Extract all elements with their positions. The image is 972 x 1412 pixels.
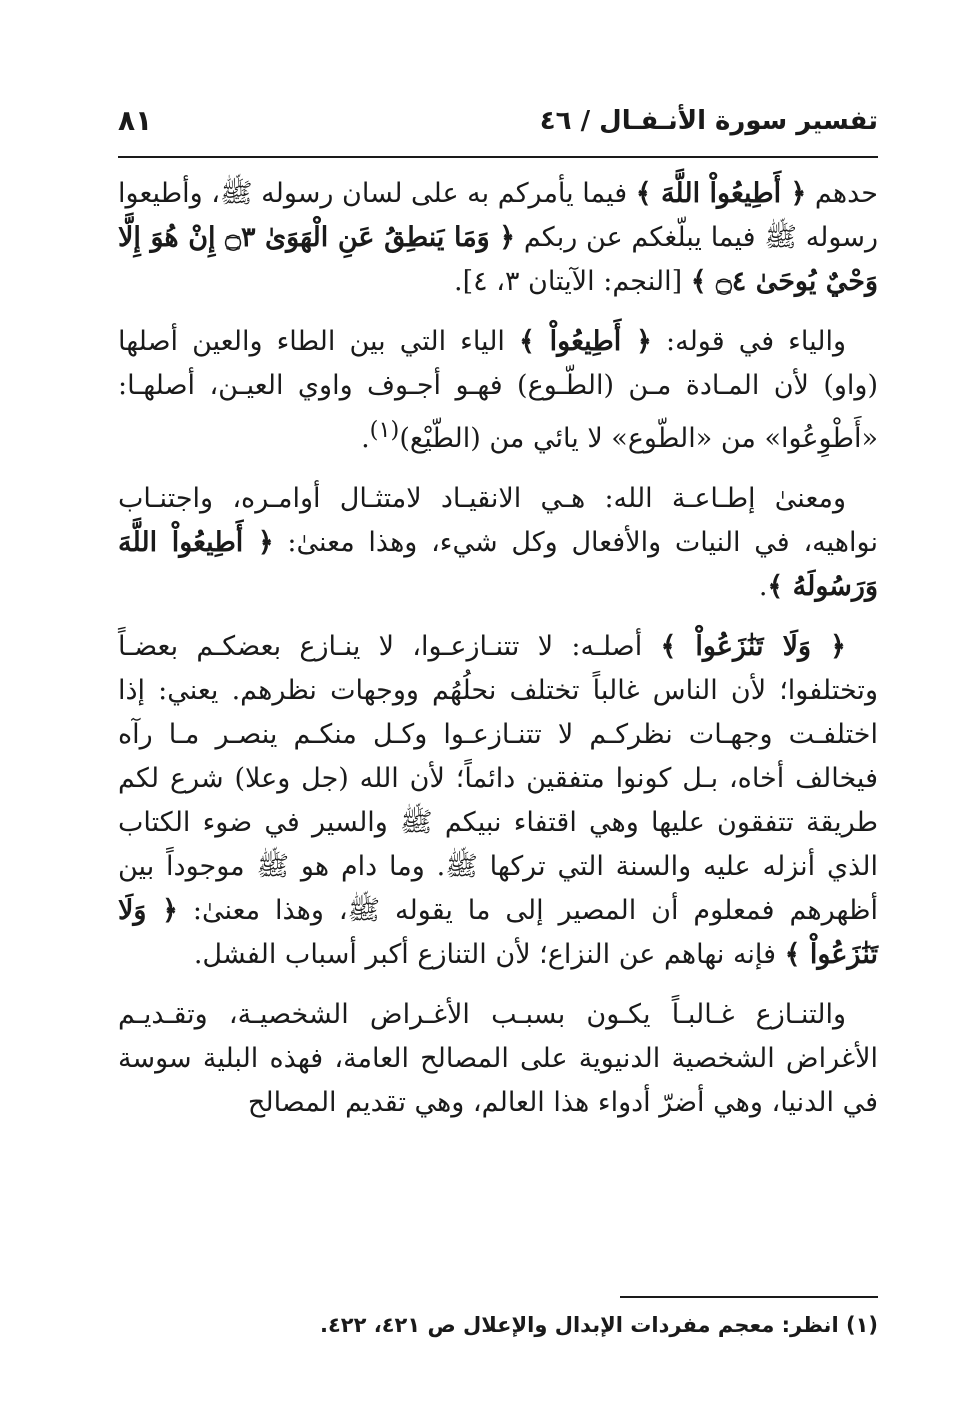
text: ومعنىٰ إطـاعـة الله: هـي الانقيـاد لامتثـال أوامـره، واجتنـاب نواهيه، في النيات والأفعال وكل شيء، وهذا معنىٰ: bbox=[118, 483, 878, 558]
paragraph-3 bbox=[118, 477, 878, 609]
quran-quote: ﴿ أَطِيعُواْ اللَّهَ وَرَسُولَهُ ﴾ bbox=[118, 527, 878, 602]
citation: [النجم: الآيتان ٣، ٤]. bbox=[454, 266, 691, 297]
body-text bbox=[118, 172, 878, 1141]
page-header bbox=[118, 98, 878, 148]
quran-quote: ﴿ وَلَا تَنَٰزَعُواْ ﴾ bbox=[118, 895, 878, 970]
text: فيما يأمركم به على لسان رسوله ﷺ، وأطيعوا رسوله ﷺ فيما يبلّغكم عن ربكم bbox=[118, 178, 879, 253]
quran-quote: ﴿ وَمَا يَنطِقُ عَنِ الْهَوَىٰ ۝٣ إِنْ هُوَ إِلَّا وَحْيٌ يُوحَىٰ ۝٤ ﴾ bbox=[118, 222, 878, 297]
running-title: تفسير سورة الأنـفـال / ٤٦ bbox=[539, 106, 878, 136]
header-divider bbox=[118, 156, 878, 158]
text: . bbox=[758, 571, 768, 602]
text: أصلـه: لا تتنـازعـوا، لا ينـازع بعضكـم بعضـاً وتختلفوا؛ لأن الناس غالباً تختلف نحلُهُم ووجهات نظرهم. يعني: إذا اختلفـت وجهـات نظركـم لا تتنـازعـوا وكـل منكـم ينصـر مـا رآه فيخالف أخاه، بـل كونوا متفقين دائماً؛ لأن الله (جل وعلا) شرع لكم طريقة تتفقون عليها وهي اقتفاء نبيكم ﷺ والسير في ضوء الكتاب الذي أنزله عليه والسنة التي تركها ﷺ. وما دام هو ﷺ موجوداً بين أظهرهم فمعلوم أن المصير إلى ما يقوله ﷺ، وهذا معنىٰ: bbox=[118, 631, 879, 926]
text: . bbox=[361, 423, 370, 454]
text: والياء في قوله: bbox=[651, 326, 846, 357]
text: والتنـازع غـالبـاً يكـون بسبـب الأغـراض الشخصيـة، وتقـديـم الأغراض الشخصية الدنيوية على المصالح العامة، فهذه البلية سوسة في الدنيا، وهي أضرّ أدواء هذا العالم، وهي تقديم المصالح bbox=[118, 999, 878, 1118]
paragraph-2 bbox=[118, 320, 878, 461]
paragraph-1 bbox=[118, 172, 878, 304]
text: فإنه نهاهم عن النزاع؛ لأن التنازع أكبر أسباب الفشل. bbox=[193, 939, 785, 970]
footnote-divider bbox=[620, 1296, 878, 1298]
footnote-marker: (١) bbox=[369, 417, 400, 443]
footnote bbox=[118, 1308, 878, 1342]
paragraph-4 bbox=[118, 625, 878, 977]
footnote-text: (١) انظر: معجم مفردات الإبدال والإعلال ص ٤٢١، ٤٢٢. bbox=[319, 1313, 878, 1337]
quran-quote: ﴿ أَطِيعُواْ ﴾ bbox=[518, 326, 652, 357]
text: حدهم bbox=[806, 178, 878, 209]
paragraph-5 bbox=[118, 993, 878, 1125]
text: الياء التي بين الطاء والعين أصلها (واو) لأن المـادة مـن (الطّـوع) فهـو أجـوف واوي العيـن، أصلهـا: «أَطْوِعُوا» من «الطّوع» لا يائي من (الطّيْع) bbox=[118, 326, 878, 454]
page-number: ٨١ bbox=[118, 104, 153, 137]
quran-quote: ﴿ أَطِيعُواْ اللَّهَ ﴾ bbox=[635, 178, 807, 209]
quran-quote: ﴿ وَلَا تَنَٰزَعُواْ ﴾ bbox=[660, 631, 846, 662]
